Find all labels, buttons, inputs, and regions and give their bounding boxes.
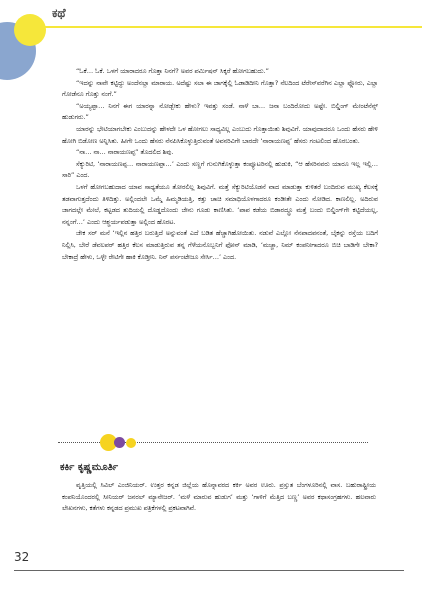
story-paragraph: “ನಾ… ನಾ… ನಾರಾಯಣಪ್ಪ” ತೊದಲಿದ ಶಿವು. [76,148,174,157]
author-bio [62,480,376,515]
story-paragraph: ಒಳಗೆ ಹೋಗಬಹುದಾದ ಯಾವ ಸಾಧ್ಯತೆಯೂ ತೋರಲಿಲ್ಲ ಶಿವುವಿಗೆ. ಮತ್ತೆ ಸೆಕ್ಯುರಿಟಿಯೊಡನೆ ವಾದ ಮಾಡುತ್ತಾ ಕುಳಿತರೆ ಬಂದಿರುವ ಮುಖ್ಯ ಕೆಲಸಕ್ಕೆ ತಡವಾಗುತ್ತದೆಂದು ತಿಳಿದಿತ್ತು. ಅಲ್ಲಿಂದಲೇ ಒಮ್ಮೆ ಹಿಮ್ಮಡಿಯತ್ತಿ, ಕತ್ತು ಚಾಚಿ ಸಮಾಧಿಯೊಳಗಾದರೂ ಕಂಡೀತೇ ಎಂದು ನೋಡಿದ. ಕಾಣಲಿಲ್ಲ. ಅದಿರುವ ಜಾಗದಲ್ಲೇ ಮೇಲೆ, ಕಟ್ಟಡದ ತುದಿಯಲ್ಲಿ ದೊಡ್ಡದೊಂದು ಜೇನು ಗೂಡು ಕಾಣಿಸಿತು. ‘ಪಾಪ ಕಡೆಯ ಬಿಡಾರದ್ದ್ರೂ ಮತ್ತೆ ಬಂದು ಬಿಲ್ಡಿಂಗ್‌ಗೇ ಕಟ್ಟಿದೆಯಲ್ಲ, ನನ್ನಂಗೆ…’ ಎಂದು ಆಶ್ಚರ್ಯಪಡುತ್ತಾ ಅಲ್ಲಿಂದ ಹೊರಟ. [62,182,378,226]
story-paragraph: “ಇದನ್ನು ನಾವೇ ಕಟ್ಟಿದ್ದು ಅಂದೆನಲ್ಲಾ ಮಾರಾಯ. ಅದೆಷ್ಟು ಸಲಾ ಈ ಜಾಗಕ್ಕೆಲ್ಲಿ ಓಡಾಡಿದೀನಿ ಗೊತ್ತಾ? ನೆಲದಿಂದ ಟೆರೇಸ್‌ವರೆಗಿನ ಎಲ್ಲಾ ಫ್ಲೋರು, ಎಲ್ಲಾ ಗೋಡೆನೂ ಗೊತ್ತು ನಂಗೆ.” [62,78,378,99]
story-body [62,66,378,263]
section-title: ಕಥೆ [52,6,66,20]
header-yellow-circle [14,14,46,46]
header-rule [42,26,422,28]
divider-dot-yellow-small [126,438,136,448]
author-name: ಕರ್ಕಿ ಕೃಷ್ಣಮೂರ್ತಿ [60,462,119,473]
page-number: 32 [14,550,30,564]
story-paragraph: “ಓಕೆ… ಓಕೆ. ಒಳಗೆ ಯಾರಾದರೂ ಗೊತ್ತಾ ನಿನಗೆ? ಅವರ ಪರ್ಮಿಷನ್ ಸಿಕ್ಕರೆ ಹೋಗಬಹುದು.” [76,67,269,75]
story-paragraph: ಯಾರನ್ನು ಭೇಟಿಯಾಗಬೇಕು ಎಂಬುದನ್ನು ಹೇಳದೇ ಒಳ ಹೋಗಲು ಸಾಧ್ಯವಿಲ್ಲ ಎಂಬುದು ಗೊತ್ತಾಯಿತು ಶಿವುವಿಗೆ. ಯಾವುದಾದರೂ ಒಂದು ಹೆಸರು ಹೇಳಿ ಹೋಗಿ ಬಿಡೋಣ ಅನ್ನಿಸಿತು. ಹೀಗೇ ಒಂದು ಹೆಸರು ನೆನಪಿಸಿಕೊಳ್ಳುತ್ತಿರುವಂತೆ ಅವನರಿವಿಗೇ ಬಾರದೇ ‘ನಾರಾಯಣಪ್ಪ’ ಹೆಸರು ಗಂಟಲಿಂದ ಹೊರಬಂತು. [62,124,378,145]
story-paragraph: ಸೆಕ್ಯುರಿಟಿ, ‘ನಾರಾಯಣಪ್ಪ… ನಾರಾಯಣಪ್ಪಾ…’ ಎಂದು ಸಣ್ಣಗೆ ಗುನುಗಿಕೊಳ್ಳುತ್ತಾ ಕಂಪ್ಯೂಟರಿನಲ್ಲಿ ಹುಡುಕಿ, “ಆ ಹೆಸರಿನವರು ಯಾರೂ ಇಲ್ಲ ಇಲ್ಲಿ… ಸಾರಿ” ಎಂದ. [62,159,378,180]
story-paragraph: “ಅಯ್ಯಪ್ಪಾ… ನಿನಗೆ ಈಗ ಯಾರನ್ನಾ ನೋಡ್ಬೇಕು ಹೇಳು? ಇವತ್ತು ಸಂಡೆ. ನಾಳೆ ಬಾ… ಜನಾ ಬಂದಿರೋದು ಅಷ್ಟೇ. ಬಿಲ್ಡಿಂಗ್ ಮೇಂಟೆನೆನ್ಸ್ ಹುಡುಗರು.” [62,101,378,122]
story-paragraph: ಜೇಕ ಸರ್ ಮನೆ ‘ಇಲ್ಲಿನ ಹತ್ತಿರ ಬರುತ್ತಿದೆ ಅನ್ನುವಂತೆ ಎದೆ ಬಡಿತ ಹೆಚ್ಚಾಗಿಹೋಯಿತು. ನಡುವೆ ಎಲ್ಲೋ ನೆನಪಾದವನಂತೆ, ಬೈಕನ್ನು ರಸ್ತೆಯ ಬದಿಗೆ ನಿಲ್ಲಿಸಿ, ಬೇರೆ ಡೆವಲಪರ್ ಹತ್ತಿರ ಕೆಲಸ ಮಾಡುತ್ತಿರುವ ತನ್ನ ಗೆಳೆಯನೊಬ್ಬನಿಗೆ ಫೋನ್ ಮಾಡಿ, ‘ಮಚ್ಚಾ, ನಿಮ್ ಕಂಪನೀಗಾದರೂ ಬಿಚಿ ಬಾಡಿಗೇ ಬೇಕಾ? ಬೇಕಾದ್ರೆ ಹೇಳು, ಒಳ್ಳೇ ರೇಟಿಗೇ ಹಾಕಿ ಕೊಡ್ತೀನಿ. ನಿನ್ ಪರ್ಸಂಟೇಜೂ ಸೇರ್ಸಿ…’ ಎಂದ. [62,229,378,261]
divider-dot-purple [114,437,125,448]
footer-rule [14,570,404,571]
author-bio-text: ವೃತ್ತಿಯಲ್ಲಿ ಸಿವಿಲ್ ಎಂಜಿನಿಯರ್. ಉತ್ತರ ಕನ್ನಡ ಜಿಲ್ಲೆಯ ಹೊನ್ನಾವರದ ಕರ್ಕಿ ಅವರ ಊರು. ಪ್ರಸ್ತುತ ಬೆಂಗಳೂರಿನಲ್ಲಿ ವಾಸ. ಬಹುರಾಷ್ಟ್ರೀಯ ಕಂಪನಿಯೊಂದರಲ್ಲಿ ಸೀನಿಯರ್ ಜನರಲ್ ಮ್ಯಾನೇಜರ್. ‘ಮಳೆ ಮಾರುವ ಹುಡುಗ’ ಮತ್ತು ‘ಗಾಳಿಗೆ ಮೆತ್ತಿದ ಬಣ್ಣ’ ಅವರ ಕಥಾಸಂಗ್ರಹಗಳು. ಹಲವಾರು ಲೇಖನಗಳು, ಕತೆಗಳು ಕನ್ನಡದ ಪ್ರಮುಖ ಪತ್ರಿಕೆಗಳಲ್ಲಿ ಪ್ರಕಟವಾಗಿವೆ. [62,481,376,513]
